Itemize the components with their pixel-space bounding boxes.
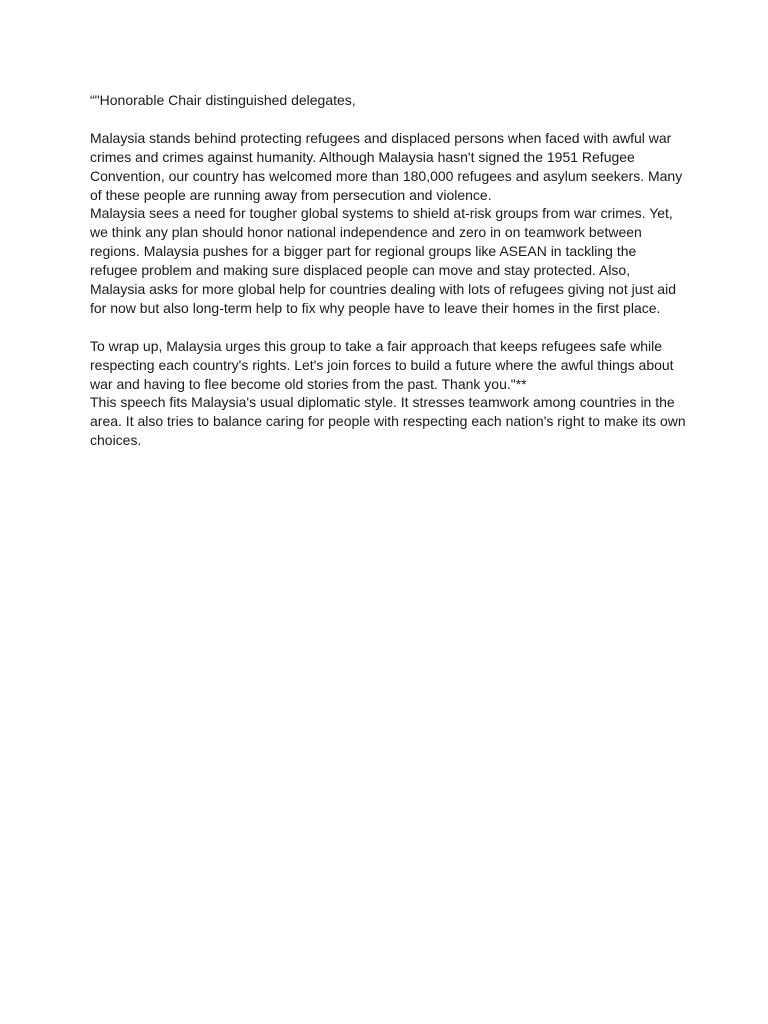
paragraph-line: regions. Malaysia pushes for a bigger part for regional groups like ASEAN in tackling the (90, 243, 637, 260)
paragraph-line: of these people are running away from persecution and violence. (90, 186, 492, 203)
paragraph-line: respecting each country's rights. Let's join forces to build a future where the awful things about (90, 356, 674, 373)
paragraph-line: choices. (90, 432, 142, 449)
salutation-line: “"Honorable Chair distinguished delegates, (90, 92, 356, 108)
blank-line (90, 110, 690, 129)
blank-line (90, 318, 690, 337)
paragraph-line: war and having to flee become old stories from the past. Thank you."** (90, 375, 527, 392)
paragraph-line: Malaysia sees a need for tougher global systems to shield at-risk groups from war crimes. Yet, (90, 205, 673, 222)
paragraph-line: for now but also long-term help to fix why people have to leave their homes in the first place. (90, 299, 661, 316)
document-page (90, 91, 690, 450)
paragraph-line: Malaysia stands behind protecting refugees and displaced persons when faced with awful war (90, 129, 672, 146)
paragraph-line: Malaysia asks for more global help for countries dealing with lots of refugees giving not just aid (90, 281, 676, 298)
paragraph-line: To wrap up, Malaysia urges this group to take a fair approach that keeps refugees safe while (90, 337, 662, 354)
paragraph-line: refugee problem and making sure displaced people can move and stay protected. Also, (90, 262, 631, 279)
paragraph-line: area. It also tries to balance caring for people with respecting each nation's right to make its own (90, 413, 686, 430)
paragraph-line: we think any plan should honor national independence and zero in on teamwork between (90, 224, 642, 241)
paragraph-line: crimes and crimes against humanity. Although Malaysia hasn't signed the 1951 Refugee (90, 148, 635, 165)
paragraph-line: Convention, our country has welcomed more than 180,000 refugees and asylum seekers. Many (90, 167, 683, 184)
paragraph-line: This speech fits Malaysia's usual diplomatic style. It stresses teamwork among countries in the (90, 394, 675, 411)
